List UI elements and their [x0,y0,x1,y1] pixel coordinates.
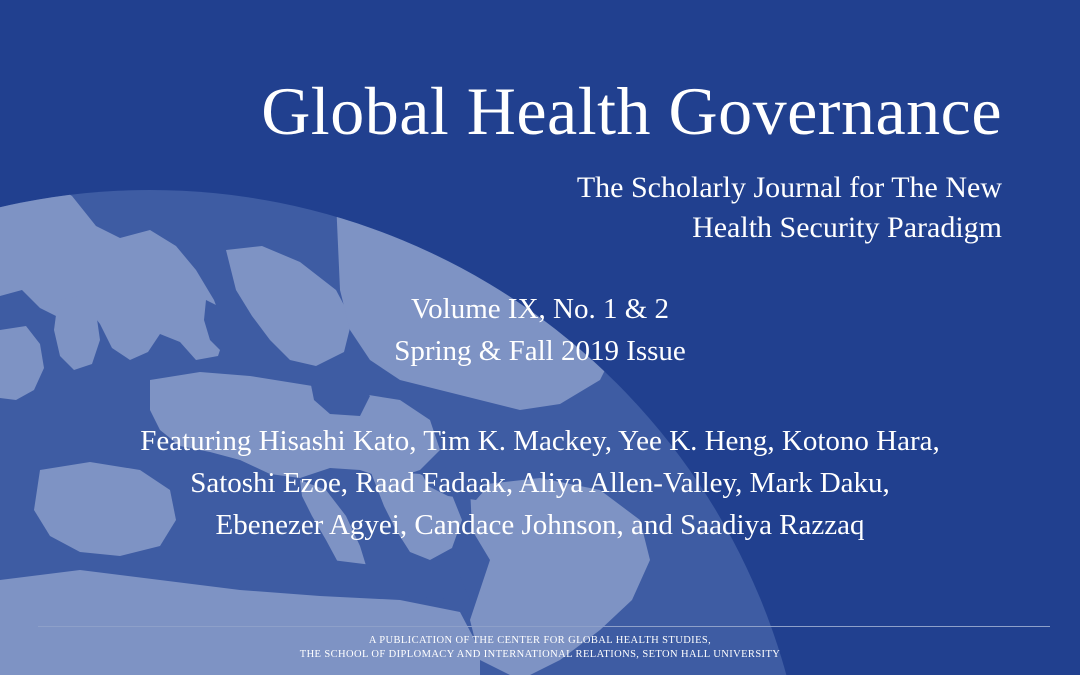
featured-authors-line: Satoshi Ezoe, Raad Fadaak, Aliya Allen-Valley, Mark Daku, [190,467,890,499]
issue-season: Spring & Fall 2019 Issue [394,335,686,367]
featured-authors-line: Featuring Hisashi Kato, Tim K. Mackey, Yee K. Heng, Kotono Hara, [140,425,940,457]
journal-subtitle-line: The Scholarly Journal for The New [576,171,1002,204]
featured-authors-line: Ebenezer Agyei, Candace Johnson, and Saadiya Razzaq [215,509,865,541]
journal-title: Global Health Governance [261,73,1002,149]
publisher-credit-line: THE SCHOOL OF DIPLOMACY AND INTERNATIONAL RELATIONS, SETON HALL UNIVERSITY [299,649,781,660]
journal-subtitle-line: Health Security Paradigm [692,211,1002,244]
publisher-credit [0,634,1080,662]
featured-authors [0,420,1080,546]
publisher-credit-line: A PUBLICATION OF THE CENTER FOR GLOBAL HEALTH STUDIES, [368,635,712,646]
footer-divider [38,626,1050,627]
issue-info [0,288,1080,372]
issue-volume: Volume IX, No. 1 & 2 [410,293,670,325]
journal-subtitle [442,168,1002,248]
